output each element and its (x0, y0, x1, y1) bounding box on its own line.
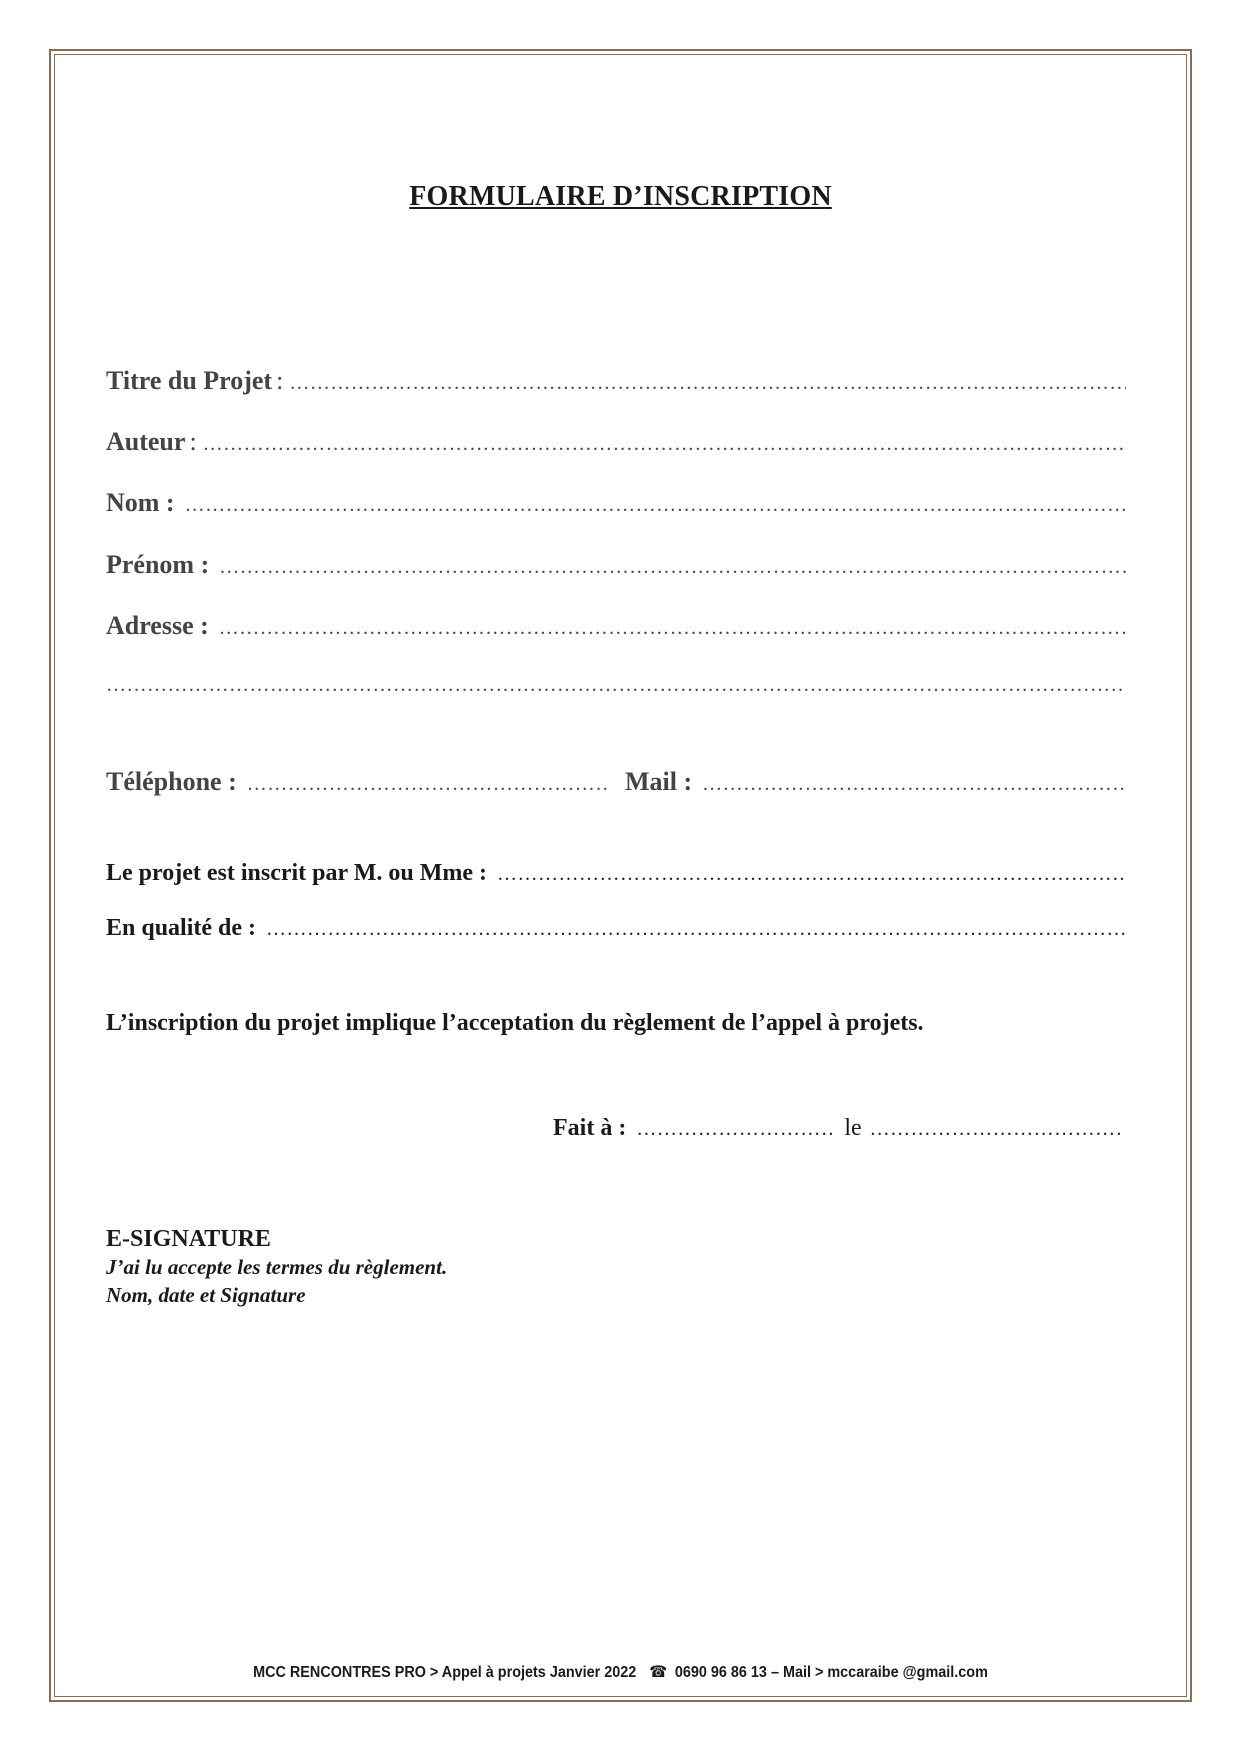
fait-a-field[interactable] (636, 1118, 836, 1141)
telephone-group (106, 767, 607, 797)
contact-row (106, 767, 1126, 797)
qualite-label: En qualité de : (106, 915, 257, 941)
le-label: le (844, 1115, 862, 1141)
nom-field[interactable] (185, 494, 1126, 517)
form-title: FORMULAIRE D’INSCRIPTION (409, 181, 832, 212)
footer (62, 1662, 1179, 1682)
inscrit-par-label: Le projet est inscrit par M. ou Mme : (106, 860, 488, 886)
acceptance-notice: L’inscription du projet implique l’acceptation du règlement de l’appel à projets. (106, 1010, 924, 1036)
fait-a-row (553, 1115, 1123, 1142)
inscrit-par-field[interactable] (497, 863, 1126, 886)
prenom-label: Prénom : (106, 550, 210, 579)
qualite-field[interactable] (266, 918, 1126, 941)
titre-du-projet-row: Titre du Projet : …………………………………………………………………………………………………………………………………………………………………………………………………………………………………………………………………… (106, 366, 1126, 396)
e-signature-acceptance: J’ai lu accepte les termes du règlement. (106, 1255, 448, 1279)
date-field[interactable] (870, 1118, 1123, 1141)
titre-du-projet-field[interactable] (289, 372, 1126, 395)
e-signature-title: E-SIGNATURE (106, 1226, 271, 1252)
fait-a-label: Fait à : (553, 1115, 627, 1141)
prenom-row (106, 550, 1126, 580)
telephone-icon: ☎ (649, 1664, 668, 1681)
nom-label: Nom : (106, 488, 175, 517)
footer-event-text: MCC RENCONTRES PRO > Appel à projets Janvier 2022 (253, 1664, 637, 1681)
auteur-field[interactable] (203, 433, 1126, 456)
adresse-field-line-2[interactable] (106, 674, 1126, 697)
telephone-label: Téléphone : (106, 767, 237, 796)
auteur-label: Auteur (106, 427, 186, 456)
prenom-field[interactable] (219, 556, 1126, 579)
adresse-label: Adresse : (106, 611, 209, 640)
qualite-row (106, 915, 1126, 942)
titre-du-projet-label: Titre du Projet (106, 366, 273, 395)
e-signature-block (106, 1226, 447, 1309)
adresse-line-2-row (106, 674, 1126, 697)
mail-field[interactable] (702, 773, 1126, 796)
adresse-row (106, 611, 1126, 641)
mail-label: Mail : (625, 767, 693, 796)
footer-contact-text: 0690 96 86 13 – Mail > mccaraibe @gmail.com (674, 1664, 988, 1681)
inscrit-par-row (106, 860, 1126, 887)
nom-row (106, 488, 1126, 518)
e-signature-instructions: Nom, date et Signature (106, 1283, 306, 1307)
mail-group (625, 767, 1126, 797)
adresse-field[interactable] (219, 617, 1126, 640)
auteur-row: Auteur : …………………………………………………………………………………………………………………………………………………………………………………………………………………………………………………………………… (106, 427, 1126, 457)
telephone-field[interactable] (247, 773, 607, 796)
